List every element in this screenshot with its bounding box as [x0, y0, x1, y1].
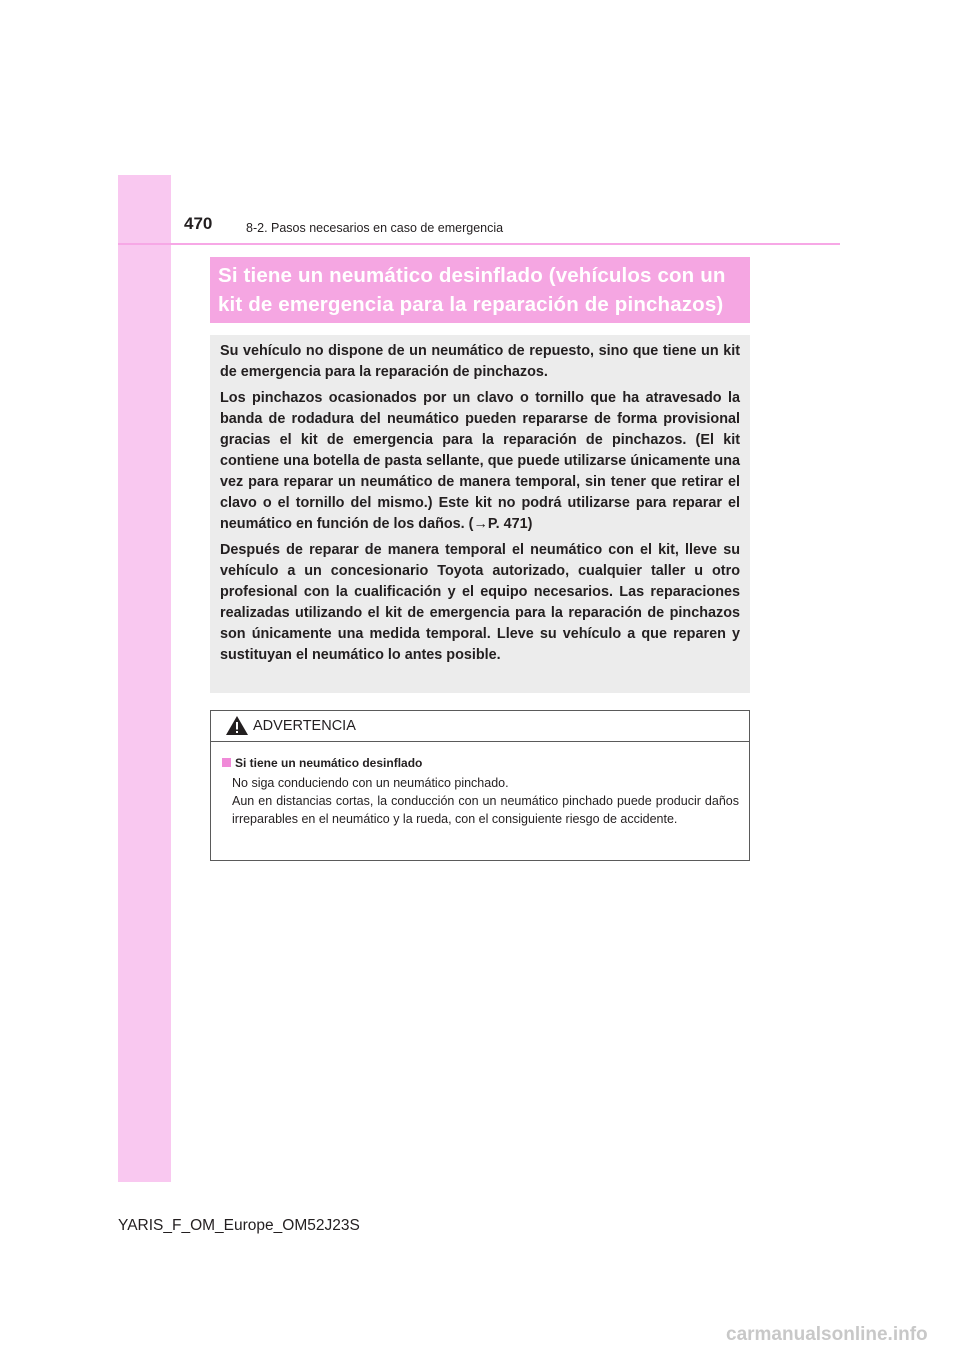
- side-band: [118, 175, 171, 1182]
- warning-triangle-icon: [225, 715, 249, 736]
- warning-line-2: Aun en distancias cortas, la conducción con un neumático pinchado puede producir daños irreparables en el neumático y la rueda, con el consiguiente riesgo de accidente.: [232, 794, 739, 826]
- title-line-1: Si tiene un neumático desinflado (vehículos con un: [218, 264, 726, 287]
- title-line-2: kit de emergencia para la reparación de pinchazos): [218, 293, 724, 316]
- title-box: [210, 257, 750, 323]
- footer-code: YARIS_F_OM_Europe_OM52J23S: [118, 1217, 360, 1234]
- warning-body: [211, 742, 749, 828]
- watermark: carmanualsonline.info: [726, 1324, 928, 1345]
- warning-box: [210, 710, 750, 861]
- summary-paragraph-1: Su vehículo no dispone de un neumático de repuesto, sino que tiene un kit de emergencia para la reparación de pinchazos.: [220, 343, 740, 380]
- summary-paragraph-3: Después de reparar de manera temporal el neumático con el kit, lleve su vehículo a un concesionario Toyota autorizado, cualquier taller u otro profesional con la cualificación y el equipo necesarios. Las reparaciones realizadas utilizando el kit de emergencia para la reparación de pinchazos son únicamente una medida temporal. Lleve su vehículo a que reparen y sustituyan el neumático lo antes posible.: [220, 542, 740, 663]
- warning-heading: [222, 754, 739, 772]
- header-rule: [118, 243, 840, 245]
- warning-label: ADVERTENCIA: [253, 718, 356, 734]
- warning-heading-text: Si tiene un neumático desinflado: [235, 756, 423, 770]
- page-number: 470: [184, 214, 213, 233]
- warning-text: [222, 774, 739, 828]
- section-title: 8-2. Pasos necesarios en caso de emergencia: [246, 221, 504, 235]
- warning-header: [211, 711, 749, 742]
- summary-paragraph-2: Los pinchazos ocasionados por un clavo o tornillo que ha atravesado la banda de rodadura del neumático pueden repararse de forma provisional gracias el kit de emergencia para la reparación de pinchazos. (El kit contiene una botella de pasta sellante, que puede utilizarse únicamente una vez para reparar un neumático de manera temporal, sin tener que retirar el clavo o el tornillo del mismo.) Este kit no podrá utilizarse para reparar el neumático en función de los daños. (→P. 471): [220, 390, 740, 532]
- square-bullet-icon: [222, 758, 231, 767]
- summary-box: [210, 335, 750, 693]
- warning-line-1: No siga conduciendo con un neumático pinchado.: [232, 776, 509, 790]
